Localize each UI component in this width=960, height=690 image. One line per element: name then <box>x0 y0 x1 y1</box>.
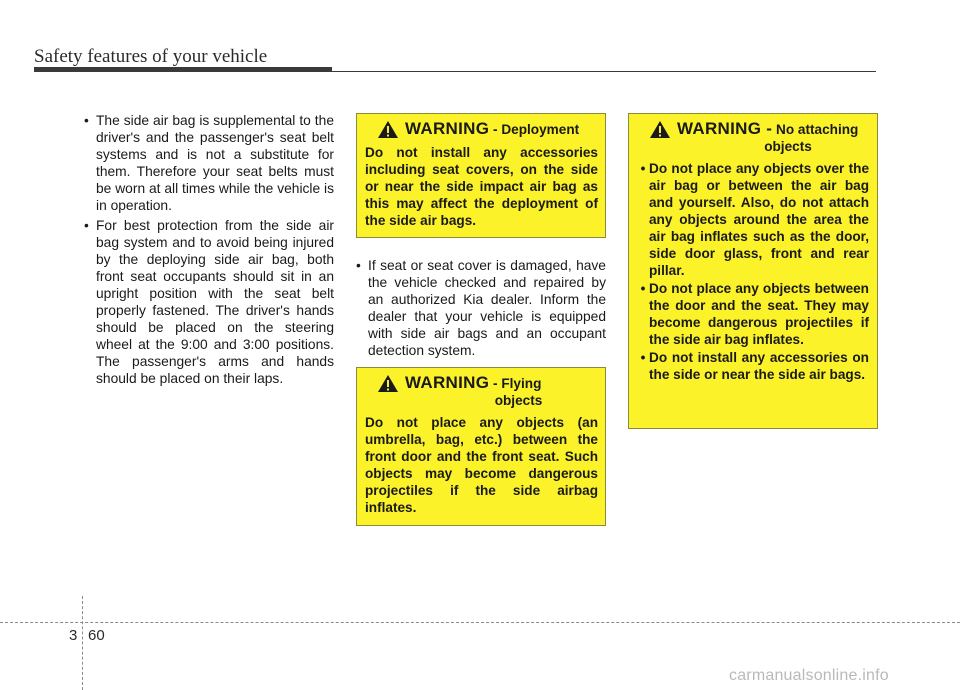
warning-box-flying-objects <box>356 367 606 526</box>
list-item <box>84 112 334 214</box>
page-number: 60 <box>88 627 105 644</box>
warning-triangle-icon <box>649 120 671 139</box>
left-column <box>84 112 334 390</box>
warning-word: WARNING <box>405 119 490 138</box>
list-item <box>637 280 869 348</box>
bullet-dot: • <box>84 113 89 128</box>
bullet-dot: • <box>640 281 646 296</box>
list-item <box>356 257 606 359</box>
footer-rule-horizontal <box>0 622 960 623</box>
list-item <box>637 349 869 383</box>
watermark-text: carmanualsonline.info <box>729 667 889 684</box>
warning-header <box>365 374 598 409</box>
warning-triangle-icon <box>377 120 399 139</box>
list-item <box>84 217 334 387</box>
bullet-dot: • <box>84 218 89 233</box>
list-item-text: Do not install any accessories on the side or near the side air bags. <box>649 350 869 382</box>
page-header-title: Safety features of your vehicle <box>34 46 268 67</box>
warning-triangle-icon <box>377 374 399 393</box>
warning-subtitle: - Deployment <box>493 122 580 137</box>
bullet-dot: • <box>356 258 361 273</box>
warning-box-no-attaching-objects <box>628 113 878 429</box>
warning-word: WARNING - <box>677 119 773 138</box>
list-item-text: For best protection from the side air bag system and to avoid being injured by the deploying side air bag, both front seat occupants should sit in an upright position with the seat belt properly fastened. The driver's hands should be placed on the steering wheel at the 9:00 and 3:00 positions. The passenger's arms and hands should be placed on their laps. <box>96 218 334 386</box>
warning-subtitle-continued: objects <box>494 393 543 408</box>
header-rule-thin <box>34 71 876 72</box>
chapter-number: 3 <box>69 627 78 644</box>
warning-subtitle: No attaching <box>776 122 859 137</box>
warning-header <box>637 120 869 155</box>
warning-subtitle: - Flying <box>493 376 542 391</box>
list-item-text: Do not place any objects between the door and the seat. They may become dangerous projectiles if the side air bag inflates. <box>649 281 869 347</box>
warning-body: Do not place any objects (an umbrella, bag, etc.) between the front door and the front seat. Such objects may become dangerous projectiles if the side airbag inflates. <box>365 415 598 515</box>
warning-box-deployment <box>356 113 606 238</box>
warning-body: Do not install any accessories including seat covers, on the side or near the side impact air bag as this may affect the deployment of the side air bags. <box>365 145 598 228</box>
footer-rule-vertical <box>82 596 83 690</box>
warning-subtitle-continued: objects <box>764 139 812 154</box>
list-item-text: Do not place any objects over the air bag or between the air bag and yourself. Also, do not attach any objects around the area the air bag inflates such as the door, side door glass, front and rear pillar. <box>649 161 869 278</box>
list-item <box>637 160 869 279</box>
list-item-text: The side air bag is supplemental to the driver's and the passenger's seat belt systems and is not a substitute for them. Therefore your seat belts must be worn at all times while the vehicle is in operation. <box>96 113 334 213</box>
list-item-text: If seat or seat cover is damaged, have the vehicle checked and repaired by an authorized Kia dealer. Inform the dealer that your vehicle is equipped with side air bags and an occupant detection system. <box>368 258 606 358</box>
bullet-dot: • <box>640 161 646 176</box>
warning-word: WARNING <box>405 373 490 392</box>
middle-column <box>356 257 606 362</box>
bullet-dot: • <box>640 350 646 365</box>
warning-header <box>365 120 598 139</box>
